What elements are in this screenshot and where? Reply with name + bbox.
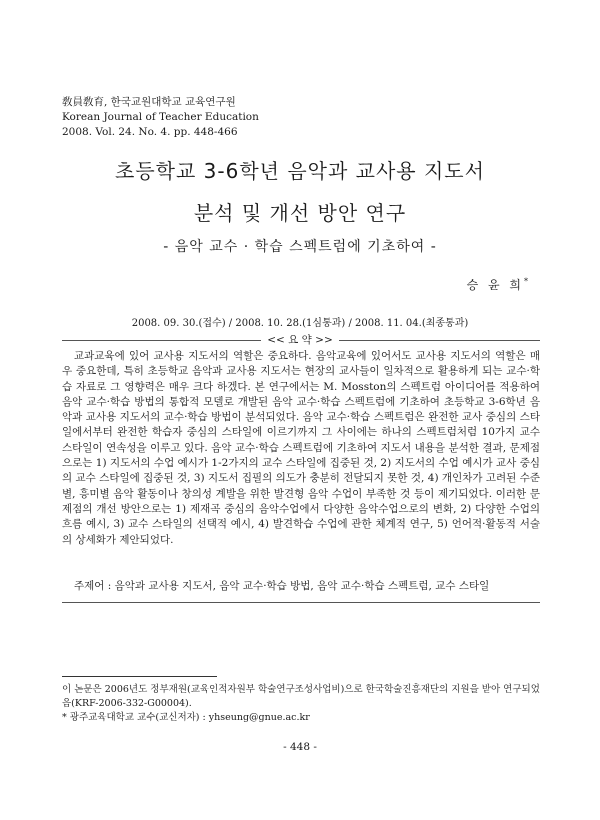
abstract-label: << 요 약 >> [261, 334, 339, 346]
author [467, 276, 528, 293]
journal-volume-info: 2008. Vol. 24. No. 4. pp. 448-466 [62, 126, 238, 138]
page-number: - 448 - [283, 741, 317, 753]
funding-footnote: 이 논문은 2006년도 정부재원(교육인적자원부 학술연구조성사업비)으로 한국학술진흥재단의 지원을 받아 연구되었음(KRF-2006-332-G00004). [62, 684, 540, 709]
journal-name-english: Korean Journal of Teacher Education [62, 111, 259, 123]
abstract-heading [0, 332, 600, 347]
journal-name-korean: 敎員敎育, 한국교원대학교 교육연구원 [62, 96, 236, 108]
abstract-bottom-rule [62, 602, 540, 603]
author-footnote: * 광주교육대학교 교수(교신저자) : yhseung@gnue.ac.kr [62, 712, 310, 723]
paper-subtitle: - 음악 교수 · 학습 스펙트럼에 기초하여 - [163, 239, 437, 255]
keywords: 주제어 : 음악과 교사용 지도서, 음악 교수·학습 방법, 음악 교수·학습 스펙트럼, 교수 스타일 [74, 580, 490, 592]
abstract-body: 교과교육에 있어 교사용 지도서의 역할은 중요하다. 음악교육에 있어서도 교사용 지도서의 역할은 매우 중요한데, 특히 초등학교 음악과 교사용 지도서는 현장의 교사들이 일차적으로 활용하게 되는 교수·학습 자료로 그 영향력은 매우 크다 하겠다. 본 연구에서는 M. Mosston의 스펙트럼 아이디어를 적용하여 음악 교수·학습 방법의 통합적 모델로 개발된 음악 교수·학습 스펙트럼에 기초하여 초등학교 3-6학년 음악과 교사용 지도서의 교수·학습 방법이 분석되었다. 음악 교수·학습 스펙트럼은 완전한 교사 중심의 스타일에서부터 완전한 학습자 중심의 스타일에 이르기까지 그 사이에는 하나의 스펙트럼처럼 10가지 교수 스타일이 연속성을 이루고 있다. 음악 교수·학습 스펙트럼에 기초하여 지도서 내용을 분석한 결과, 문제점으로는 1) 지도서의 수업 예시가 1-2가지의 교수 스타일에 집중된 것, 2) 지도서의 수업 예시가 교사 중심의 교수 스타일에 집중된 것, 3) 지도서 집필의 의도가 충분히 전달되지 못한 것, 4) 개인차가 고려된 수준별, 흥미별 음악 활동이나 창의성 계발을 위한 발견형 음악 수업이 부족한 것 등이 제기되었다. 이러한 문제점의 개선 방안으로는 1) 제재곡 중심의 음악수업에서 다양한 음악수업으로의 변화, 2) 다양한 수업의 흐름 예시, 3) 교수 스타일의 선택적 예시, 4) 발견학습 수업에 관한 체계적 연구, 5) 언어적·활동적 서술의 상세화가 제안되었다. [62, 350, 540, 546]
footnote-rule [62, 676, 217, 677]
author-footnote-mark: * [524, 277, 528, 286]
submission-dates: 2008. 09. 30.(접수) / 2008. 10. 28.(1심통과) / 2008. 11. 04.(최종통과) [131, 318, 469, 329]
paper-title-line-2: 분석 및 개선 방안 연구 [193, 201, 407, 225]
journal-header [62, 95, 259, 140]
paper-title-line-1: 초등학교 3-6학년 음악과 교사용 지도서 [115, 159, 485, 183]
footnotes [62, 683, 540, 725]
author-name: 승 윤 희 [466, 278, 524, 292]
